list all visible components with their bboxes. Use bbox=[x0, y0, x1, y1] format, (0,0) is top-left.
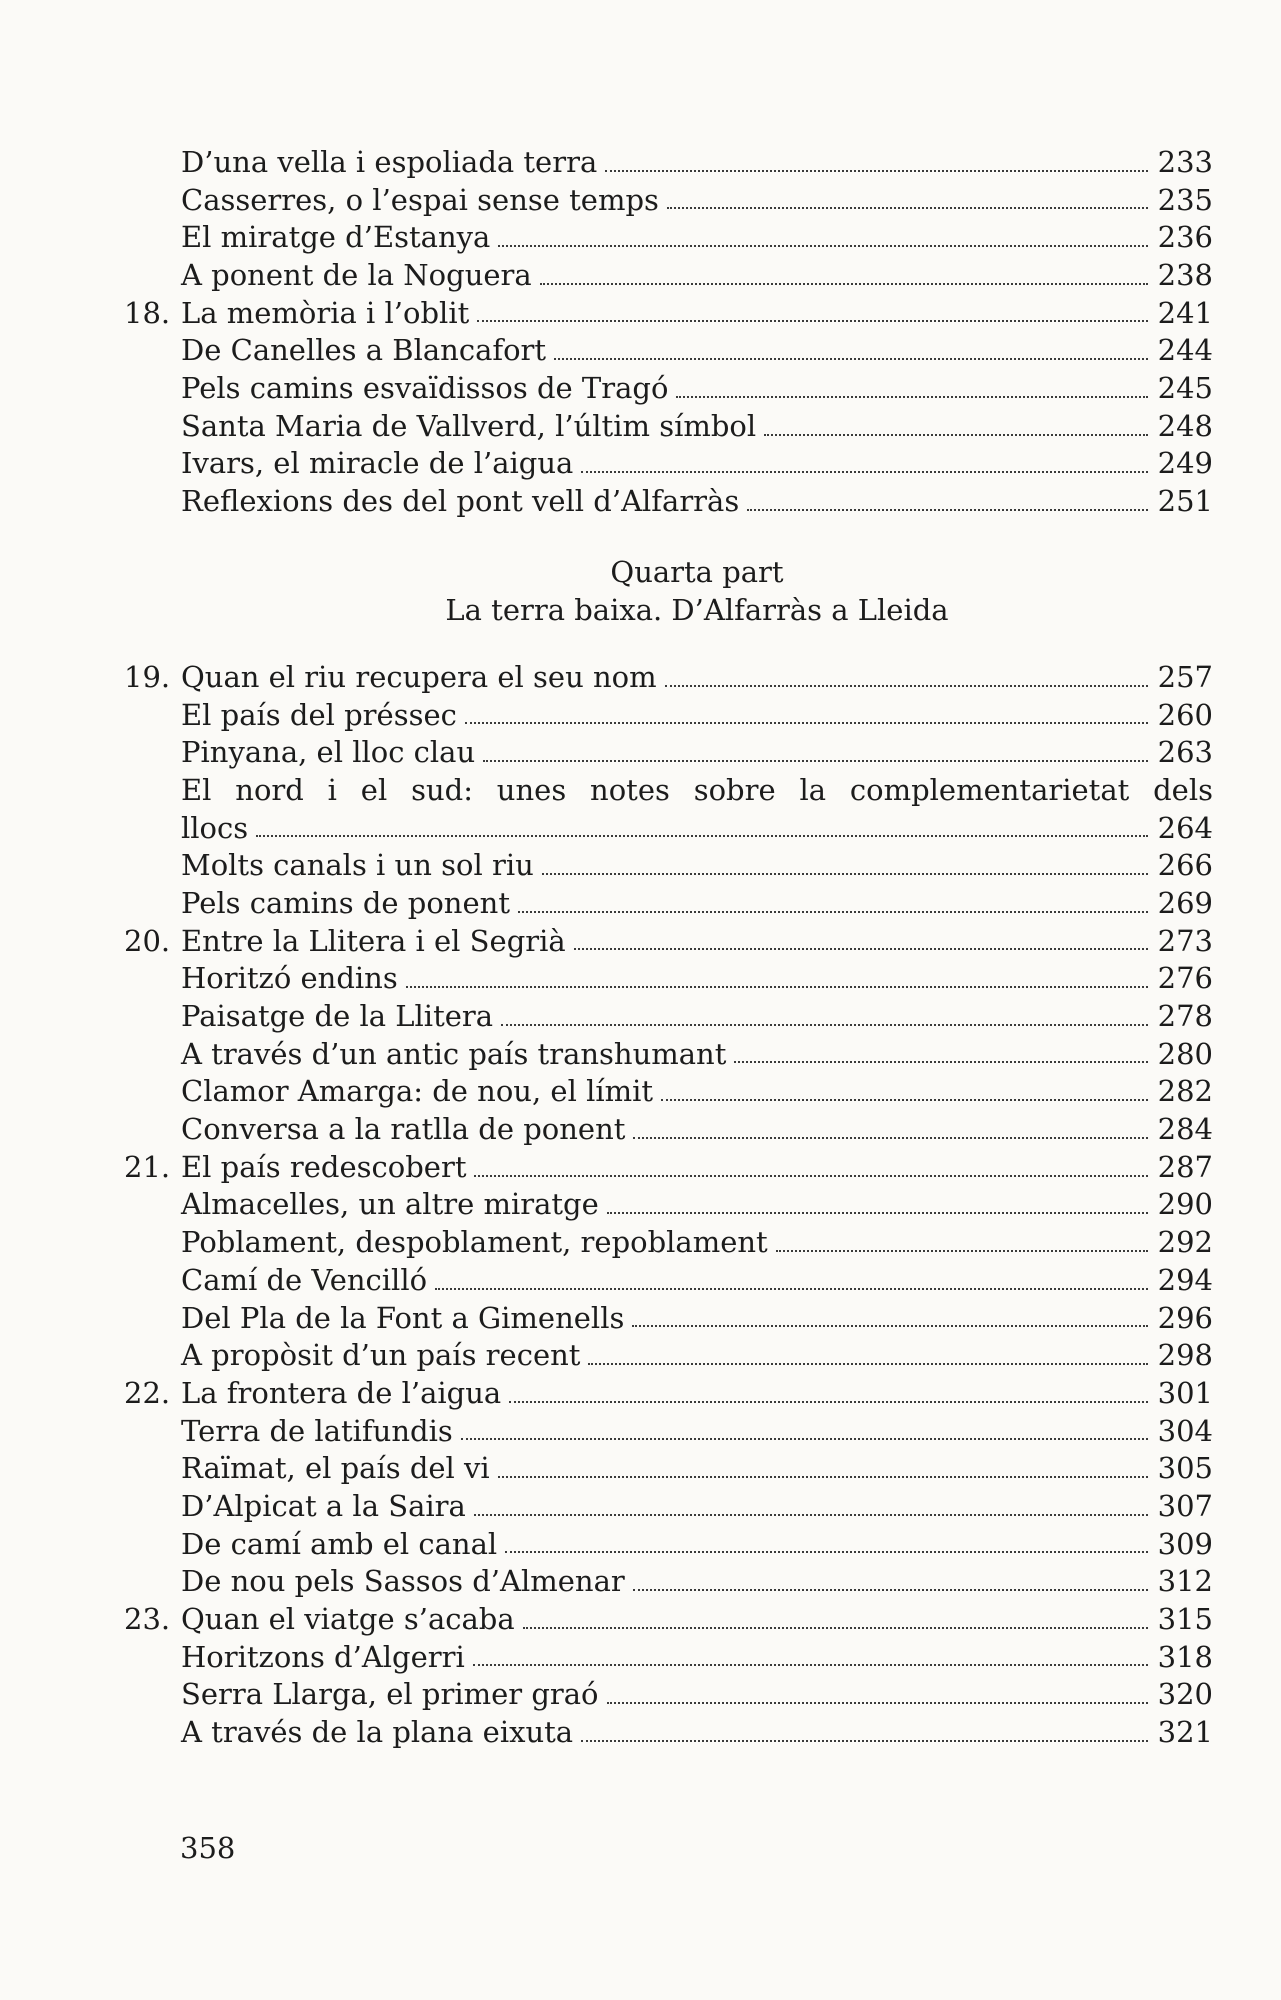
toc-entry bbox=[181, 1676, 1213, 1714]
toc-entry-line bbox=[181, 772, 1213, 810]
dot-leader bbox=[605, 170, 1147, 172]
part-heading-subtitle: La terra baixa. D’Alfarràs a Lleida bbox=[445, 592, 949, 627]
toc-entry bbox=[124, 659, 1213, 697]
dot-leader bbox=[734, 1061, 1147, 1063]
dot-leader bbox=[256, 835, 1148, 837]
entry-page-number: 236 bbox=[1157, 220, 1213, 255]
dot-leader bbox=[632, 1325, 1147, 1327]
dot-leader bbox=[540, 283, 1148, 285]
entry-page-number: 245 bbox=[1157, 371, 1213, 406]
toc-entry bbox=[124, 1375, 1213, 1413]
entry-page-number: 320 bbox=[1157, 1677, 1213, 1712]
dot-leader bbox=[776, 1250, 1148, 1252]
entry-page-number: 273 bbox=[1157, 923, 1213, 958]
entry-page-number: 241 bbox=[1157, 295, 1213, 330]
dot-leader bbox=[465, 722, 1148, 724]
entry-title: Quan el riu recupera el seu nom bbox=[181, 659, 657, 694]
entry-title: De nou pels Sassos d’Almenar bbox=[181, 1564, 625, 1599]
dot-leader bbox=[501, 1024, 1148, 1026]
entry-title: De camí amb el canal bbox=[181, 1526, 498, 1561]
entry-title: A propòsit d’un país recent bbox=[181, 1338, 581, 1373]
toc-entry bbox=[181, 734, 1213, 772]
part-heading-title: Quarta part bbox=[610, 554, 784, 589]
toc-entry bbox=[181, 1639, 1213, 1677]
dot-leader bbox=[574, 948, 1148, 950]
entry-title: Ivars, el miracle de l’aigua bbox=[181, 446, 574, 481]
entry-title: Horitzons d’Algerri bbox=[181, 1639, 465, 1674]
dot-leader bbox=[474, 1175, 1147, 1177]
toc-entry bbox=[181, 144, 1213, 182]
toc-entry bbox=[181, 810, 1213, 848]
entry-title: Conversa a la ratlla de ponent bbox=[181, 1112, 626, 1147]
dot-leader bbox=[509, 1401, 1147, 1403]
dot-leader bbox=[518, 911, 1148, 913]
entry-page-number: 282 bbox=[1157, 1074, 1213, 1109]
entry-page-number: 321 bbox=[1157, 1715, 1213, 1750]
entry-title: Clamor Amarga: de nou, el límit bbox=[181, 1074, 654, 1109]
entry-page-number: 296 bbox=[1157, 1300, 1213, 1335]
entry-page-number: 233 bbox=[1157, 144, 1213, 179]
entry-page-number: 287 bbox=[1157, 1149, 1213, 1184]
dot-leader bbox=[483, 760, 1147, 762]
entry-title: Camí de Vencilló bbox=[181, 1262, 428, 1297]
entry-page-number: 315 bbox=[1157, 1602, 1213, 1637]
entry-page-number: 269 bbox=[1157, 885, 1213, 920]
dot-leader bbox=[461, 1438, 1148, 1440]
toc-entry bbox=[181, 1337, 1213, 1375]
toc-entry bbox=[181, 1450, 1213, 1488]
dot-leader bbox=[633, 1137, 1147, 1139]
toc-entry bbox=[181, 1526, 1213, 1564]
entry-page-number: 307 bbox=[1157, 1488, 1213, 1523]
entry-title: Quan el viatge s’acaba bbox=[181, 1602, 515, 1637]
toc-entry bbox=[181, 1224, 1213, 1262]
entry-title: El nord i el sud: unes notes sobre la complementarietat dels bbox=[181, 772, 1213, 807]
entry-title: Reflexions des del pont vell d’Alfarràs bbox=[181, 484, 740, 519]
chapter-number: 19. bbox=[124, 659, 171, 694]
toc-entry bbox=[181, 332, 1213, 370]
dot-leader bbox=[474, 1514, 1148, 1516]
dot-leader bbox=[667, 207, 1148, 209]
page-number: 358 bbox=[180, 1831, 236, 1865]
chapter-number: 21. bbox=[124, 1149, 171, 1184]
entry-title: Entre la Llitera i el Segrià bbox=[181, 923, 566, 958]
toc-list-top bbox=[124, 144, 1213, 521]
dot-leader bbox=[435, 1288, 1148, 1290]
toc-entry bbox=[181, 847, 1213, 885]
toc-entry bbox=[181, 1111, 1213, 1149]
toc-entry bbox=[181, 1563, 1213, 1601]
entry-title: A través d’un antic país transhumant bbox=[181, 1036, 727, 1071]
dot-leader bbox=[473, 1664, 1148, 1666]
dot-leader bbox=[554, 358, 1148, 360]
dot-leader bbox=[607, 1212, 1148, 1214]
toc-entry bbox=[181, 257, 1213, 295]
entry-page-number: 312 bbox=[1157, 1564, 1213, 1599]
entry-page-number: 264 bbox=[1157, 810, 1213, 845]
entry-page-number: 298 bbox=[1157, 1338, 1213, 1373]
dot-leader bbox=[581, 1740, 1148, 1742]
entry-title: D’una vella i espoliada terra bbox=[181, 144, 598, 179]
entry-title: El país del préssec bbox=[181, 697, 457, 732]
toc-entry bbox=[181, 1714, 1213, 1752]
entry-page-number: 244 bbox=[1157, 333, 1213, 368]
entry-title: Paisatge de la Llitera bbox=[181, 999, 494, 1034]
entry-page-number: 284 bbox=[1157, 1112, 1213, 1147]
toc-entry bbox=[181, 998, 1213, 1036]
dot-leader bbox=[505, 1551, 1147, 1553]
entry-page-number: 290 bbox=[1157, 1187, 1213, 1222]
entry-page-number: 301 bbox=[1157, 1375, 1213, 1410]
toc-entry bbox=[181, 408, 1213, 446]
entry-page-number: 251 bbox=[1157, 484, 1213, 519]
entry-page-number: 249 bbox=[1157, 446, 1213, 481]
entry-title: Raïmat, el país del vi bbox=[181, 1451, 490, 1486]
dot-leader bbox=[542, 873, 1148, 875]
entry-title: De Canelles a Blancafort bbox=[181, 333, 547, 368]
entry-title: La memòria i l’oblit bbox=[181, 295, 470, 330]
entry-title: El país redescobert bbox=[181, 1149, 467, 1184]
entry-title: Molts canals i un sol riu bbox=[181, 848, 534, 883]
entry-page-number: 276 bbox=[1157, 961, 1213, 996]
toc-entry bbox=[181, 1187, 1213, 1225]
toc-entry bbox=[124, 1601, 1213, 1639]
dot-leader bbox=[406, 986, 1148, 988]
toc-entry bbox=[181, 960, 1213, 998]
entry-page-number: 309 bbox=[1157, 1526, 1213, 1561]
entry-title: Horitzó endins bbox=[181, 961, 398, 996]
chapter-number: 23. bbox=[124, 1602, 171, 1637]
toc-entry bbox=[181, 182, 1213, 220]
entry-title: Almacelles, un altre miratge bbox=[181, 1187, 599, 1222]
entry-page-number: 238 bbox=[1157, 258, 1213, 293]
entry-page-number: 318 bbox=[1157, 1639, 1213, 1674]
entry-title: A ponent de la Noguera bbox=[181, 258, 532, 293]
dot-leader bbox=[523, 1627, 1148, 1629]
entry-title: Santa Maria de Vallverd, l’últim símbol bbox=[181, 408, 757, 443]
toc-entry bbox=[181, 1036, 1213, 1074]
toc-entry bbox=[181, 370, 1213, 408]
entry-page-number: 280 bbox=[1157, 1036, 1213, 1071]
entry-title: Casserres, o l’espai sense temps bbox=[181, 182, 659, 217]
toc-list-bottom bbox=[124, 659, 1213, 1752]
entry-page-number: 304 bbox=[1157, 1413, 1213, 1448]
chapter-number: 20. bbox=[124, 923, 171, 958]
entry-page-number: 294 bbox=[1157, 1262, 1213, 1297]
toc-entry bbox=[181, 1300, 1213, 1338]
toc-entry bbox=[181, 697, 1213, 735]
entry-title: El miratge d’Estanya bbox=[181, 220, 491, 255]
entry-title: Serra Llarga, el primer graó bbox=[181, 1677, 599, 1712]
dot-leader bbox=[661, 1099, 1148, 1101]
entry-page-number: 235 bbox=[1157, 182, 1213, 217]
toc-entry bbox=[181, 483, 1213, 521]
table-of-contents bbox=[124, 144, 1213, 1752]
entry-title: Del Pla de la Font a Gimenells bbox=[181, 1300, 625, 1335]
dot-leader bbox=[747, 509, 1147, 511]
entry-page-number: 305 bbox=[1157, 1451, 1213, 1486]
entry-page-number: 266 bbox=[1157, 848, 1213, 883]
entry-page-number: 257 bbox=[1157, 659, 1213, 694]
toc-entry bbox=[181, 1073, 1213, 1111]
toc-entry bbox=[124, 923, 1213, 961]
toc-entry bbox=[181, 1413, 1213, 1451]
entry-page-number: 260 bbox=[1157, 697, 1213, 732]
entry-page-number: 248 bbox=[1157, 408, 1213, 443]
entry-title: llocs bbox=[181, 810, 249, 845]
entry-page-number: 263 bbox=[1157, 735, 1213, 770]
entry-title: Pels camins esvaïdissos de Tragó bbox=[181, 371, 669, 406]
entry-title: Pels camins de ponent bbox=[181, 885, 510, 920]
entry-title: A través de la plana eixuta bbox=[181, 1715, 574, 1750]
entry-title: Poblament, despoblament, repoblament bbox=[181, 1225, 768, 1260]
chapter-number: 22. bbox=[124, 1375, 171, 1410]
dot-leader bbox=[588, 1363, 1147, 1365]
entry-page-number: 278 bbox=[1157, 999, 1213, 1034]
toc-entry bbox=[181, 1488, 1213, 1526]
entry-page-number: 292 bbox=[1157, 1225, 1213, 1260]
dot-leader bbox=[498, 245, 1147, 247]
dot-leader bbox=[633, 1589, 1148, 1591]
toc-entry bbox=[181, 1262, 1213, 1300]
entry-title: Pinyana, el lloc clau bbox=[181, 735, 476, 770]
toc-entry bbox=[124, 295, 1213, 333]
dot-leader bbox=[764, 434, 1147, 436]
dot-leader bbox=[581, 471, 1147, 473]
dot-leader bbox=[607, 1702, 1148, 1704]
dot-leader bbox=[477, 320, 1147, 322]
toc-entry bbox=[181, 885, 1213, 923]
chapter-number: 18. bbox=[124, 295, 171, 330]
toc-entry bbox=[181, 446, 1213, 484]
entry-title: D’Alpicat a la Saira bbox=[181, 1488, 466, 1523]
entry-title: Terra de latifundis bbox=[181, 1413, 453, 1448]
dot-leader bbox=[665, 685, 1148, 687]
toc-entry bbox=[181, 219, 1213, 257]
dot-leader bbox=[676, 396, 1147, 398]
entry-title: La frontera de l’aigua bbox=[181, 1375, 502, 1410]
dot-leader bbox=[498, 1476, 1148, 1478]
toc-entry bbox=[124, 1149, 1213, 1187]
